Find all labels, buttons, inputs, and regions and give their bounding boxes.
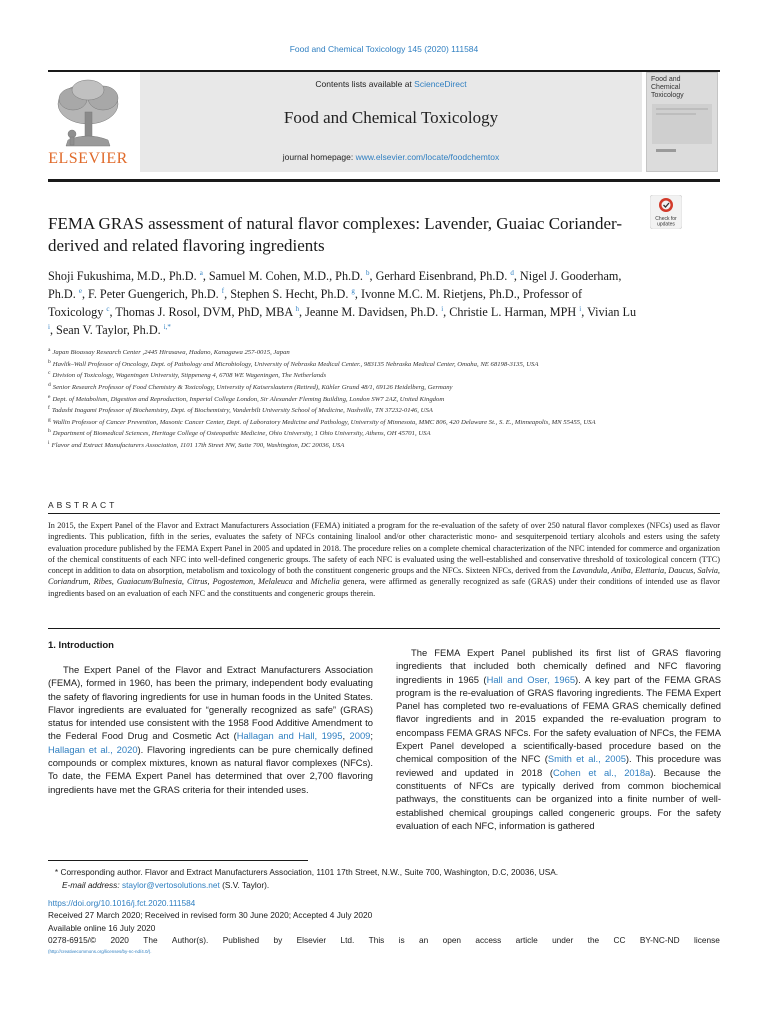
author-name[interactable]: Ivonne M.C. M. Rietjens, Ph.D., Professor of Toxicology: [48, 287, 583, 319]
affiliation-text: Tadashi Inagami Professor of Biochemistry, Dept. of Biochemistry, Vanderbilt University School of Medicine, Nashville, TN 37232-0146, USA: [51, 407, 433, 415]
affiliation-label: e: [48, 393, 51, 400]
affiliation-text: Department of Biomedical Sciences, Heritage College of Osteopathic Medicine, Ohio University, 1 Ohio University, Athens, OH 45701, USA: [52, 430, 431, 438]
header-bottom-rule: [48, 179, 720, 182]
email-line: E-mail address: staylor@vertosolutions.net (S.V. Taylor).: [62, 880, 270, 890]
license-word: access: [475, 935, 502, 946]
affiliation-text: Japan Bioassay Research Center ,2445 Hirasawa, Hadano, Kanagawa 257-0015, Japan: [52, 349, 290, 357]
check-badge-label-2: updates: [657, 221, 675, 228]
license-word: The: [143, 935, 158, 946]
affiliation-text: Wallin Professor of Cancer Prevention, Masonic Cancer Center, Dept. of Laboratory Medicine and Pathology, University of Minnesota, MMC 806, 420 Delaware St., S. E., Minneapolis, MN 55455, USA: [52, 419, 596, 427]
affiliation-label: f: [48, 405, 50, 412]
affiliation-text: Division of Toxicology, Wageningen University, Stippeneng 4, 6708 WE Wageningen, The Netherlands: [52, 372, 327, 380]
license-word: an: [419, 935, 429, 946]
license-word: by: [273, 935, 283, 946]
author-affiliation-marker[interactable]: c: [106, 304, 110, 313]
author-name[interactable]: Nigel J. Gooderham, Ph.D.: [48, 269, 622, 301]
author-name[interactable]: F. Peter Guengerich, Ph.D.: [88, 287, 219, 301]
section-heading-introduction: 1. Introduction: [48, 640, 114, 651]
journal-title: Food and Chemical Toxicology: [283, 108, 499, 127]
author-name[interactable]: Thomas J. Rosol, DVM, PhD, MBA: [115, 305, 293, 319]
author-name[interactable]: Samuel M. Cohen, M.D., Ph.D.: [208, 269, 363, 283]
author-name[interactable]: Gerhard Eisenbrand, Ph.D.: [375, 269, 508, 283]
author-name[interactable]: Vivian Lu: [587, 305, 637, 319]
citation-link[interactable]: Hall and Oser, 1965: [486, 673, 576, 685]
license-word: is: [398, 935, 405, 946]
available-online: Available online 16 July 2020: [48, 922, 156, 933]
affiliation-item: [48, 416, 628, 428]
author-affiliation-marker[interactable]: f: [221, 286, 225, 295]
license-word: article: [515, 935, 538, 946]
abstract-top-rule: [48, 513, 720, 514]
author-name[interactable]: Jeanne M. Davidsen, Ph.D.: [305, 305, 439, 319]
article-title: FEMA GRAS assessment of natural flavor complexes: Lavender, Guaiac Coriander-derived and related flavoring ingredients: [48, 214, 622, 255]
cover-artwork: [652, 104, 712, 164]
license-word: 2020: [110, 935, 129, 946]
author-affiliation-marker[interactable]: g: [351, 286, 355, 295]
affiliation-text: Dept. of Metabolism, Digestion and Reproduction, Imperial College London, Sir Alexander Fleming Building, London SW7 2AZ, United Kingdom: [52, 395, 445, 403]
citation-link[interactable]: 2009: [349, 730, 371, 742]
author-name[interactable]: Christie L. Harman, MPH: [449, 305, 577, 319]
license-word: the: [587, 935, 600, 946]
author-list: Shoji Fukushima, M.D., Ph.D. $^a$, Samuel M. Cohen, M.D., Ph.D. $^b$, Gerhard Eisenbrand, Ph.D. $^d$, Nigel J. Gooderham, Ph.D. $^e$, F. Peter Guengerich, Ph.D. $^f$, Stephen S. Hecht, Ph.D. $^g$, Ivonne M.C. M. Rietjens, Ph.D., Professor of Toxicology $^c$, Thomas J. Rosol, DVM, PhD, MBA $^h$, Jeanne M. Davidsen, Ph.D. $^i$, Christie L. Harman, MPH $^i$, Vivian Lu $^i$, Sean V. Taylor, Ph.D. $^{i,*}$: [48, 268, 637, 337]
email-link[interactable]: staylor@vertosolutions.net: [121, 880, 220, 890]
license-word: Published: [222, 935, 260, 946]
affiliation-label: g: [48, 416, 51, 423]
received-dates: Received 27 March 2020; Received in revised form 30 June 2020; Accepted 4 July 2020: [48, 910, 373, 921]
journal-reference[interactable]: Food and Chemical Toxicology 145 (2020) 111584: [289, 44, 479, 54]
affiliation-item: [48, 393, 628, 405]
affiliation-text: Flavor and Extract Manufacturers Association, 1101 17th Street NW, Suite 700, Washington, DC 20036, USA: [51, 442, 345, 450]
affiliation-item: [48, 369, 628, 381]
license-line: [48, 934, 720, 946]
citation-link[interactable]: Hallagan et al., 2020: [48, 743, 138, 755]
abstract-bottom-rule: [48, 628, 720, 629]
check-badge-label-1: Check for: [655, 216, 677, 222]
abstract-body: In 2015, the Expert Panel of the Flavor and Extract Manufacturers Association (FEMA) initiated a program for the re-evaluation of the safety of over 250 natural flavor complexes (NFCs) used as flavor ingredients. This publication, fifth in the series, evaluates the safety of NFCs containing linalool and/or other characteristic mono- and sesquiterpenoid tertiary alcohols and esters using the safety evaluation procedure published by the FEMA Expert Panel in 2005 and updated in 2018. The procedure relies on a complete chemical characterization of the NFC intended for commerce and organization of the chemical constituents of each NFC into well-defined congeneric groups. The safety of each NFC is evaluated using the well-established and conservative threshold of toxicological concern (TTC) concept in addition to data on absorption, metabolism and toxicology of both the constituent congeneric groups and the NFCs. Sixteen NFCs, derived from the Lavandula, Aniba, Elettaria, Daucus, Salvia, Coriandrum, Ribes, Guaiacum/Bulnesia, Citrus, Pogostemon, Melaleuca and Michelia genera, were affirmed as generally recognized as safe (GRAS) under their conditions of intended use as flavor ingredients based on an evaluation of each NFC and the constituents and congeneric groups therein.: [48, 521, 720, 598]
author-affiliation-marker[interactable]: e: [78, 286, 82, 295]
footnotes: [48, 866, 720, 892]
affiliation-text: Senior Research Professor of Food Chemistry & Toxicology, University of Kaiserslautern (Retired), Kühler Grund 48/1, 69126 Heidelberg, Germany: [52, 384, 453, 392]
author-affiliation-marker[interactable]: b: [366, 268, 370, 277]
affiliation-label: d: [48, 381, 51, 388]
citation-link[interactable]: Cohen et al., 2018a: [553, 766, 651, 778]
journal-homepage-link[interactable]: www.elsevier.com/locate/foodchemtox: [355, 152, 500, 162]
author-name[interactable]: Shoji Fukushima, M.D., Ph.D.: [48, 269, 197, 283]
license-word: open: [442, 935, 462, 946]
author-affiliation-marker[interactable]: d: [510, 268, 514, 277]
doi-link[interactable]: https://doi.org/10.1016/j.fct.2020.111584: [48, 898, 196, 908]
author-affiliation-marker[interactable]: i,*: [163, 322, 171, 331]
intro-right-column: The FEMA Expert Panel published its first list of GRAS flavoring ingredients that included both chemically defined and NFC flavoring ingredients in 1965 (Hall and Oser, 1965). A key part of the FEMA GRAS program is the re-evaluation of GRAS flavoring ingredients. The FEMA Expert Panel has completed two re-evaluations of FEMA GRAS chemically defined flavor ingredients and in 2015 expanded the re-evaluation program to encompass FEMA GRAS NFCs. For the safety evaluation of NFCs, the FEMA Expert Panel developed a scientifically-based procedure based on the chemical composition of the NFC (Smith et al., 2005). This procedure was reviewed and updated in 2018 (Cohen et al., 2018a). Because the constituents of NFCs are typically derived from common biochemical pathways, the constituents can be organized into a finite number of well-established chemical groupings called congeneric groups. For the safety evaluation of each NFC, information is gathered: [396, 647, 722, 831]
affiliation-label: h: [48, 428, 51, 435]
license-url-link[interactable]: (http://creativecommons.org/licenses/by-nc-nd/4.0/).: [48, 948, 152, 954]
author-name[interactable]: Stephen S. Hecht, Ph.D.: [230, 287, 349, 301]
check-for-updates-icon[interactable]: [650, 195, 682, 229]
citation-link[interactable]: Smith et al., 2005: [547, 753, 626, 765]
footnote-rule: [48, 860, 308, 861]
elsevier-wordmark: ELSEVIER: [48, 150, 128, 167]
intro-left-column: The Expert Panel of the Flavor and Extract Manufacturers Association (FEMA), formed in 1960, has been the primary, independent body evaluating the safety of flavoring ingredients for use in human foods in the United States. Flavor ingredients are evaluated for “generally recognized as safe” (GRAS) status for intended use consistent with the 1958 Food Additive Amendment to the Federal Food Drug and Cosmetic Act (Hallagan and Hall, 1995, 2009; Hallagan et al., 2020). Flavoring ingredients can be pure chemically defined compounds or complex mixtures, known as natural flavor complexes (NFCs). To date, the FEMA Expert Panel has determined that over 2,700 flavoring ingredients have met the GRAS criteria for their intended uses.: [48, 664, 373, 795]
author-affiliation-marker[interactable]: i: [48, 322, 50, 331]
license-word: 0278-6915/©: [48, 935, 97, 946]
affiliations: [48, 346, 628, 451]
license-word: Author(s).: [171, 935, 209, 946]
affiliation-item: [48, 404, 628, 416]
license-word: This: [368, 935, 385, 946]
author-affiliation-marker[interactable]: i: [441, 304, 444, 313]
affiliation-text: Havlik–Wall Professor of Oncology, Dept. of Pathology and Microbiology, University of Nebraska Medical Center., 983135 Nebraska Medical Center, Omaha, NE 68198-3135, USA: [52, 360, 539, 368]
license-word: Ltd.: [340, 935, 355, 946]
license-word: BY-NC-ND: [639, 935, 680, 946]
journal-homepage-line: journal homepage: www.elsevier.com/locate/foodchemtox: [282, 152, 500, 162]
contents-available-line: Contents lists available at ScienceDirect: [315, 79, 467, 89]
affiliation-item: [48, 381, 628, 393]
sciencedirect-link[interactable]: ScienceDirect: [414, 79, 467, 89]
license-word: license: [694, 935, 720, 946]
corresponding-author-note: * Corresponding author. Flavor and Extract Manufacturers Association, 1101 17th Street, N.W., Suite 700, Washington, D.C, 20036, USA.: [48, 867, 559, 877]
author-affiliation-marker[interactable]: h: [295, 304, 300, 313]
license-word: Elsevier: [296, 935, 327, 946]
affiliation-label: c: [48, 370, 51, 377]
abstract-heading: ABSTRACT: [48, 500, 118, 510]
author-affiliation-marker[interactable]: i: [579, 304, 582, 313]
citation-link[interactable]: Hallagan and Hall, 1995: [236, 730, 343, 742]
author-affiliation-marker[interactable]: a: [199, 268, 203, 277]
affiliation-item: [48, 346, 628, 358]
affiliation-label: i: [48, 440, 50, 447]
affiliation-item: [48, 439, 628, 451]
publication-info: [48, 897, 720, 956]
author-name[interactable]: Sean V. Taylor, Ph.D.: [56, 323, 161, 337]
license-word: under: [552, 935, 574, 946]
affiliation-label: b: [48, 358, 51, 365]
affiliation-item: [48, 427, 628, 439]
affiliation-item: [48, 358, 628, 370]
cover-title: Food and Chemical Toxicology: [651, 76, 684, 99]
license-word: CC: [613, 935, 626, 946]
affiliation-label: a: [48, 347, 51, 353]
